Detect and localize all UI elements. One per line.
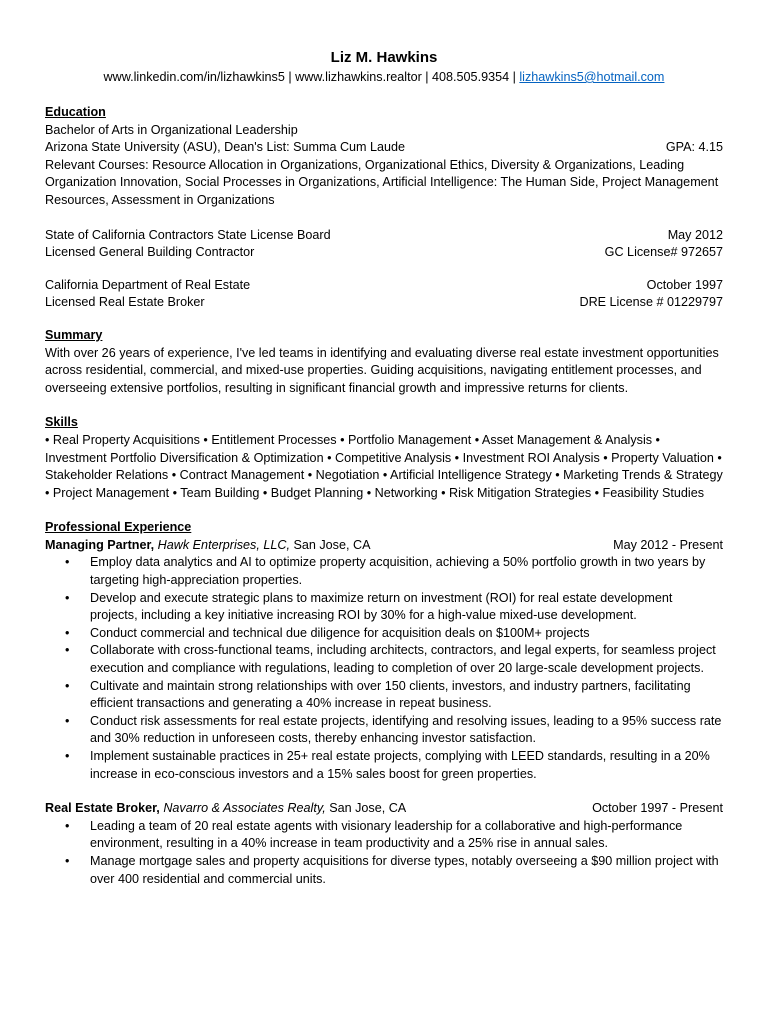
job-company: Hawk Enterprises, LLC, <box>157 537 290 552</box>
license-title: Licensed Real Estate Broker <box>45 295 205 310</box>
license-date: May 2012 <box>667 227 723 242</box>
list-item: • Employ data analytics and AI to optimize property acquisition, achieving a 50% portfolio growth in two years by targeting high-appreciation properties. <box>45 554 723 589</box>
list-item: • Leading a team of 20 real estate agents with visionary leadership for a collaborative and high-performance environment, resulting in a 40% increase in team productivity and a 25% rise in annual sales. <box>45 818 723 853</box>
job-role <box>45 537 370 555</box>
experience-heading: Professional Experience <box>45 520 192 535</box>
license-title: Licensed General Building Contractor <box>45 245 255 260</box>
contact-links-text: www.linkedin.com/in/lizhawkins5 | www.lizhawkins.realtor | 408.505.9354 | <box>103 70 520 84</box>
school: Arizona State University (ASU), Dean's List: Summa Cum Laude <box>45 140 406 155</box>
license-date: October 1997 <box>646 277 723 292</box>
license-number: DRE License # 01229797 <box>579 295 723 310</box>
list-item: • Implement sustainable practices in 25+ real estate projects, complying with LEED standards, resulting in a 20% increase in eco-conscious investors and a 15% sales boost for green properties. <box>45 748 723 783</box>
list-item: • Conduct risk assessments for real estate projects, identifying and resolving issues, leading to a 95% success rate and 30% reduction in unforeseen costs, thereby enhancing investor satisfaction. <box>45 713 723 748</box>
contact-line <box>0 68 768 86</box>
license-number: GC License# 972657 <box>604 245 723 260</box>
list-item: • Conduct commercial and technical due diligence for acquisition deals on $100M+ projects <box>45 625 723 643</box>
license-org-row <box>45 227 723 245</box>
job-company: Navarro & Associates Realty, <box>163 801 326 816</box>
list-item: • Manage mortgage sales and property acquisitions for diverse types, notably overseeing a $90 million project with over 400 residential and commercial units. <box>45 853 723 888</box>
job-title: Managing Partner, <box>45 537 155 552</box>
list-item: • Cultivate and maintain strong relationships with over 150 clients, investors, and industry partners, facilitating efficient transactions and generating a 40% increase in repeat business. <box>45 678 723 713</box>
gpa: GPA: 4.15 <box>665 140 723 155</box>
education-heading: Education <box>45 105 106 119</box>
list-item: • Collaborate with cross-functional teams, including architects, contractors, and legal experts, for seamless project execution and compliance with regulations, leading to completion of over 20 large-scale development projects. <box>45 642 723 677</box>
license-org: California Department of Real Estate <box>45 277 251 292</box>
skills-text: • Real Property Acquisitions • Entitlement Processes • Portfolio Management • Asset Management & Analysis • Investment Portfolio Diversification & Optimization • Competitive Analysis • Investment ROI Analysis • Property Valuation • Stakeholder Relations • Contract Management • Negotiation • Artificial Intelligence Strategy • Marketing Trends & Strategy • Project Management • Team Building • Budget Planning • Networking • Risk Mitigation Strategies • Feasibility Studies <box>45 432 723 500</box>
license-title-row <box>45 294 723 312</box>
skills-heading: Skills <box>45 415 78 430</box>
license-org-row <box>45 277 723 295</box>
resume-body <box>45 104 723 888</box>
job-role <box>45 800 406 818</box>
job-location: San Jose, CA <box>293 537 371 552</box>
candidate-name: Liz M. Hawkins <box>330 49 438 66</box>
license-title-row <box>45 244 723 262</box>
job-header <box>45 537 723 555</box>
job-bullets <box>45 818 723 888</box>
job-title: Real Estate Broker, <box>45 801 160 816</box>
summary-heading: Summary <box>45 327 103 342</box>
job-location: San Jose, CA <box>329 801 407 816</box>
license-org: State of California Contractors State License Board <box>45 227 331 242</box>
degree: Bachelor of Arts in Organizational Leadership <box>45 122 298 137</box>
job-dates: May 2012 - Present <box>613 537 723 552</box>
job-header <box>45 800 723 818</box>
summary-text: With over 26 years of experience, I've led teams in identifying and evaluating diverse real estate investment opportunities across residential, commercial, and mixed-use properties. Guiding acquisitions, navigating entitlement processes, and overseeing extensive portfolios, resulting in significant financial growth and impressive returns for clients. <box>45 345 719 395</box>
list-item: • Develop and execute strategic plans to maximize return on investment (ROI) for real estate development projects, including a key initiative increasing ROI by 30% for a high-value mixed-use development. <box>45 590 723 625</box>
school-row <box>45 139 723 157</box>
job-dates: October 1997 - Present <box>592 801 723 816</box>
job-bullets <box>45 554 723 783</box>
email-link[interactable]: lizhawkins5@hotmail.com <box>519 70 665 84</box>
relevant-courses: Relevant Courses: Resource Allocation in Organizations, Organizational Ethics, Diversity & Organizations, Leading Organization Innovation, Social Processes in Organizations, Artificial Intelligence: The Human Side, Project Management Resources, Assessment in Organizations <box>45 157 719 207</box>
